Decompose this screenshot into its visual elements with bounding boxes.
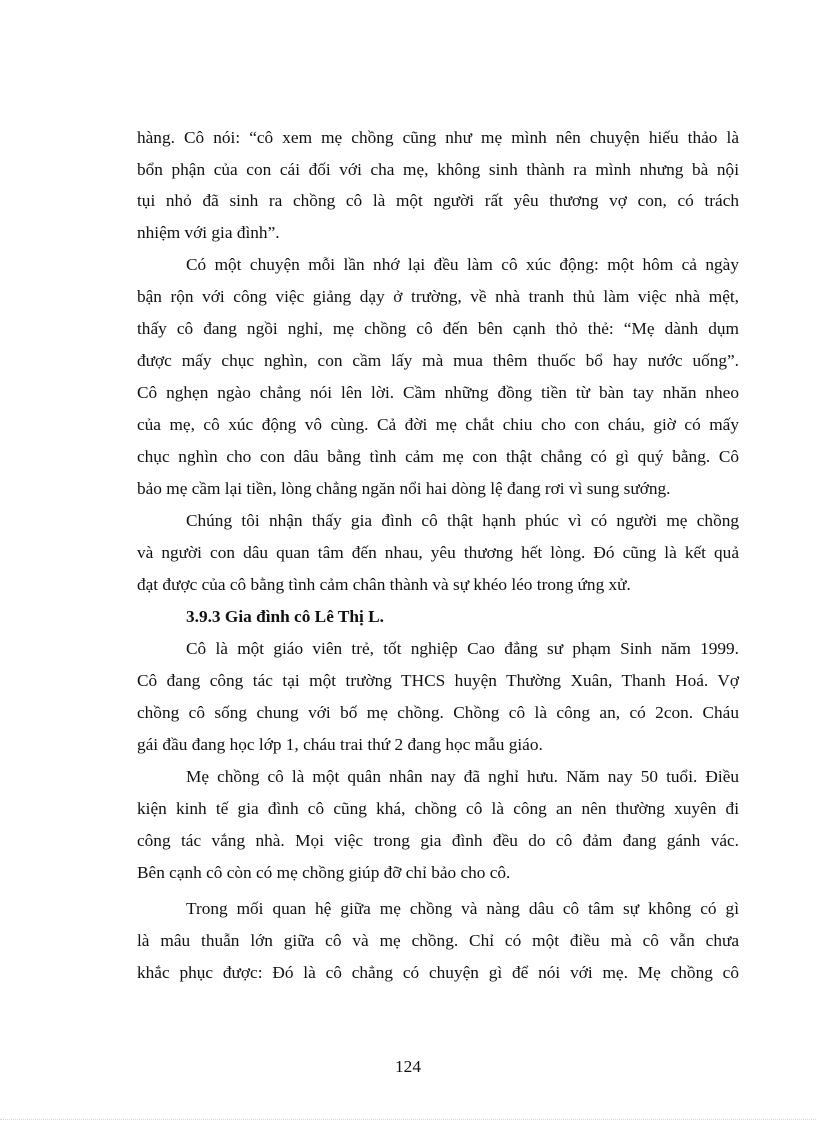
text-line: Bên cạnh cô còn có mẹ chồng giúp đỡ chỉ bảo cho cô. [137, 863, 511, 882]
text-line: Chúng tôi nhận thấy gia đình cô thật hạnh phúc vì có người mẹ chồng [186, 511, 739, 530]
text-line: gái đầu đang học lớp 1, cháu trai thứ 2 đang học mẫu giáo. [137, 735, 543, 754]
text-line: công tác vắng nhà. Mọi việc trong gia đình đều do cô đảm đang gánh vác. [137, 831, 739, 850]
page-number: 124 [395, 1057, 421, 1076]
text-line: bổn phận của con cái đối với cha mẹ, không sinh thành ra mình nhưng bà nội [137, 160, 739, 179]
text-line: Có một chuyện mỗi lần nhớ lại đều làm cô xúc động: một hôm cả ngày [186, 255, 739, 274]
text-line: là mâu thuẫn lớn giữa cô và mẹ chồng. Chỉ có một điều mà cô vẫn chưa [137, 931, 739, 950]
text-line: nhiệm với gia đình”. [137, 223, 280, 242]
text-line: khắc phục được: Đó là cô chẳng có chuyện gì để nói với mẹ. Mẹ chồng cô [137, 963, 739, 982]
text-line: bận rộn với công việc giảng dạy ở trường, về nhà tranh thủ làm việc nhà mệt, [137, 287, 739, 306]
text-line: chục nghìn cho con dâu bằng tình cảm mẹ con thật chẳng có gì quý bằng. Cô [137, 447, 739, 466]
text-line: Cô đang công tác tại một trường THCS huyện Thường Xuân, Thanh Hoá. Vợ [137, 671, 739, 690]
section-heading: 3.9.3 Gia đình cô Lê Thị L. [186, 607, 384, 626]
page-divider [0, 1119, 816, 1120]
text-line: Mẹ chồng cô là một quân nhân nay đã nghỉ hưu. Năm nay 50 tuổi. Điều [186, 767, 739, 786]
text-line: Trong mối quan hệ giữa mẹ chồng và nàng dâu cô tâm sự không có gì [186, 899, 739, 918]
text-line: Cô là một giáo viên trẻ, tốt nghiệp Cao đẳng sư phạm Sinh năm 1999. [186, 639, 739, 658]
text-line: và người con dâu quan tâm đến nhau, yêu thương hết lòng. Đó cũng là kết quả [137, 543, 739, 562]
text-line: thấy cô đang ngồi nghỉ, mẹ chồng cô đến bên cạnh thỏ thẻ: “Mẹ dành dụm [137, 319, 739, 338]
text-line: của mẹ, cô xúc động vô cùng. Cả đời mẹ chắt chiu cho con cháu, giờ có mấy [137, 415, 739, 434]
text-line: Cô nghẹn ngào chẳng nói lên lời. Cầm những đồng tiền từ bàn tay nhăn nheo [137, 383, 739, 402]
text-line: chồng cô sống chung với bố mẹ chồng. Chồng cô là công an, có 2con. Cháu [137, 703, 739, 722]
text-line: được mấy chục nghìn, con cầm lấy mà mua thêm thuốc bổ hay nước uống”. [137, 351, 739, 370]
text-line: tụi nhỏ đã sinh ra chồng cô là một người rất yêu thương vợ con, có trách [137, 191, 739, 210]
text-line: bảo mẹ cầm lại tiền, lòng chẳng ngăn nổi hai dòng lệ đang rơi vì sung sướng. [137, 479, 671, 498]
text-line: đạt được của cô bằng tình cảm chân thành và sự khéo léo trong ứng xử. [137, 575, 631, 594]
text-line: kiện kinh tế gia đình cô cũng khá, chồng cô là công an nên thường xuyên đi [137, 799, 739, 818]
text-line: hàng. Cô nói: “cô xem mẹ chồng cũng như mẹ mình nên chuyện hiếu thảo là [137, 128, 739, 147]
